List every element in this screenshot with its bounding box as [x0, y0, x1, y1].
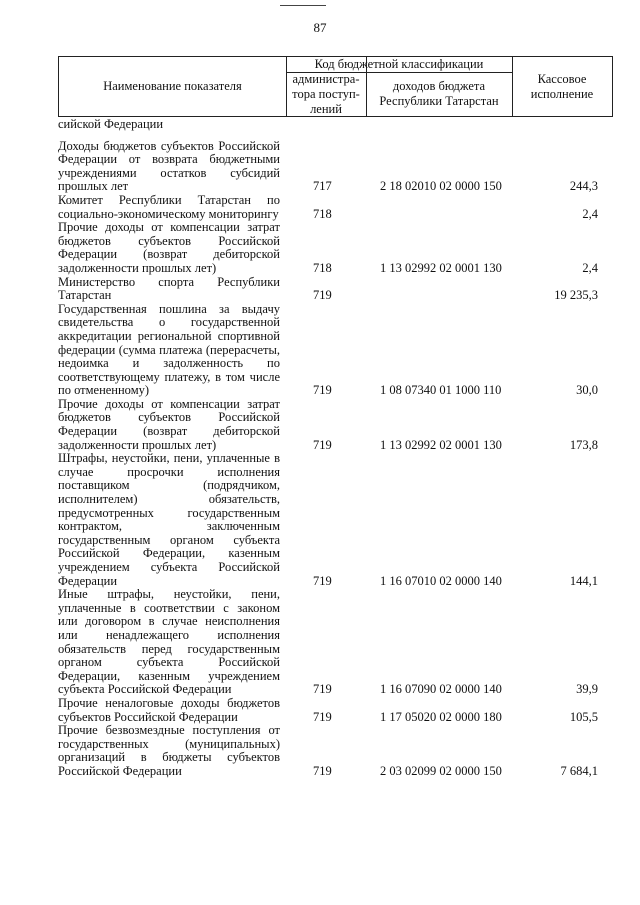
- row-amount: 144,1: [569, 573, 598, 588]
- row-name: Государственная пошлина за выдачу свидетельства о государственной аккредитации региональной спортивной федерации (сумма платежа (перерасчеты, недоимка и задолженность по соответствующему платежу, в том числе по отмененному): [58, 301, 280, 398]
- row-revenue-code: 2 18 02010 02 0000 150: [380, 179, 502, 194]
- row-admin-code: 719: [313, 383, 332, 398]
- row-name: Прочие безвозмездные поступления от государственных (муниципальных) организаций в бюджеты субъектов Российской Федерации: [58, 723, 280, 778]
- row-name: Доходы бюджетов субъектов Российской Федерации от возврата бюджетными учреждениями остатков субсидий прошлых лет: [58, 138, 280, 194]
- row-admin-code: 719: [313, 573, 332, 588]
- table-row: [58, 194, 618, 221]
- row-revenue-code: 1 13 02992 02 0001 130: [380, 260, 502, 275]
- row-admin-code: 719: [313, 288, 332, 303]
- row-admin-code: 717: [313, 179, 332, 194]
- header-execution: Кассовое исполнение: [530, 71, 594, 101]
- rows-container: [58, 140, 618, 779]
- row-admin-code: 719: [313, 682, 332, 697]
- row-amount: 2,4: [582, 260, 598, 275]
- table-row: [58, 724, 618, 778]
- table-row: [58, 276, 618, 303]
- row-name: Прочие неналоговые доходы бюджетов субъектов Российской Федерации: [58, 695, 280, 724]
- row-name: Штрафы, неустойки, пени, уплаченные в случае просрочки исполнения поставщиком (подрядчиком, исполнителем) обязательств, предусмотренных государственным контрактом, заключенным государственным органом субъекта Российской Федерации, казенным учреждением субъекта Российской Федерации: [58, 451, 280, 588]
- row-revenue-code: 1 13 02992 02 0001 130: [380, 437, 502, 452]
- table-row: [58, 697, 618, 724]
- row-name: Министерство спорта Республики Татарстан: [58, 274, 280, 303]
- row-revenue-code: 2 03 02099 02 0000 150: [380, 763, 502, 778]
- row-amount: 105,5: [569, 709, 598, 724]
- row-revenue-code: 1 08 07340 01 1000 110: [380, 383, 502, 398]
- header-revenue: доходов бюджета Республики Татарстан: [379, 79, 499, 108]
- top-rule: [280, 5, 326, 6]
- table-row: [58, 221, 618, 275]
- row-name: Прочие доходы от компенсации затрат бюджетов субъектов Российской Федерации (возврат дебиторской задолженности прошлых лет): [58, 396, 280, 452]
- row-revenue-code: 1 17 05020 02 0000 180: [380, 709, 502, 724]
- row-revenue-code: 1 16 07090 02 0000 140: [380, 682, 502, 697]
- row-name: Комитет Республики Татарстан по социально-экономическому мониторингу: [58, 192, 280, 221]
- table-row: [58, 588, 618, 697]
- continuation-row: [58, 118, 618, 132]
- row-name: Иные штрафы, неустойки, пени, уплаченные в соответствии с законом или договором в случае неисполнения или ненадлежащего исполнения обязательств перед государственным органом субъекта Российской Федерации, казенным учреждением субъекта Российской Федерации: [58, 587, 280, 697]
- row-admin-code: 719: [313, 437, 332, 452]
- table-body: [58, 118, 618, 779]
- row-amount: 7 684,1: [560, 763, 598, 778]
- row-amount: 173,8: [569, 437, 598, 452]
- row-amount: 30,0: [576, 383, 598, 398]
- row-admin-code: 718: [313, 260, 332, 275]
- row-amount: 2,4: [582, 206, 598, 221]
- table-row: [58, 140, 618, 194]
- table-header: [58, 56, 613, 117]
- table-row: [58, 398, 618, 452]
- header-indicator: Наименование показателя: [103, 79, 242, 93]
- header-budget-code-group: Код бюджетной классификации: [314, 57, 484, 71]
- row-amount: 39,9: [576, 682, 598, 697]
- row-name: Прочие доходы от компенсации затрат бюджетов субъектов Российской Федерации (возврат дебиторской задолженности прошлых лет): [58, 220, 280, 275]
- row-admin-code: 719: [313, 763, 332, 778]
- row-admin-code: 719: [313, 709, 332, 724]
- row-amount: 19 235,3: [554, 288, 598, 303]
- table-row: [58, 303, 618, 398]
- row-admin-code: 718: [313, 206, 332, 221]
- page-number: 87: [313, 20, 327, 35]
- continuation-text: сийской Федерации: [58, 117, 164, 131]
- row-revenue-code: 1 16 07010 02 0000 140: [380, 573, 502, 588]
- row-amount: 244,3: [569, 179, 598, 194]
- header-admin: администра-тора поступ-лений: [292, 71, 360, 116]
- table-row: [58, 452, 618, 588]
